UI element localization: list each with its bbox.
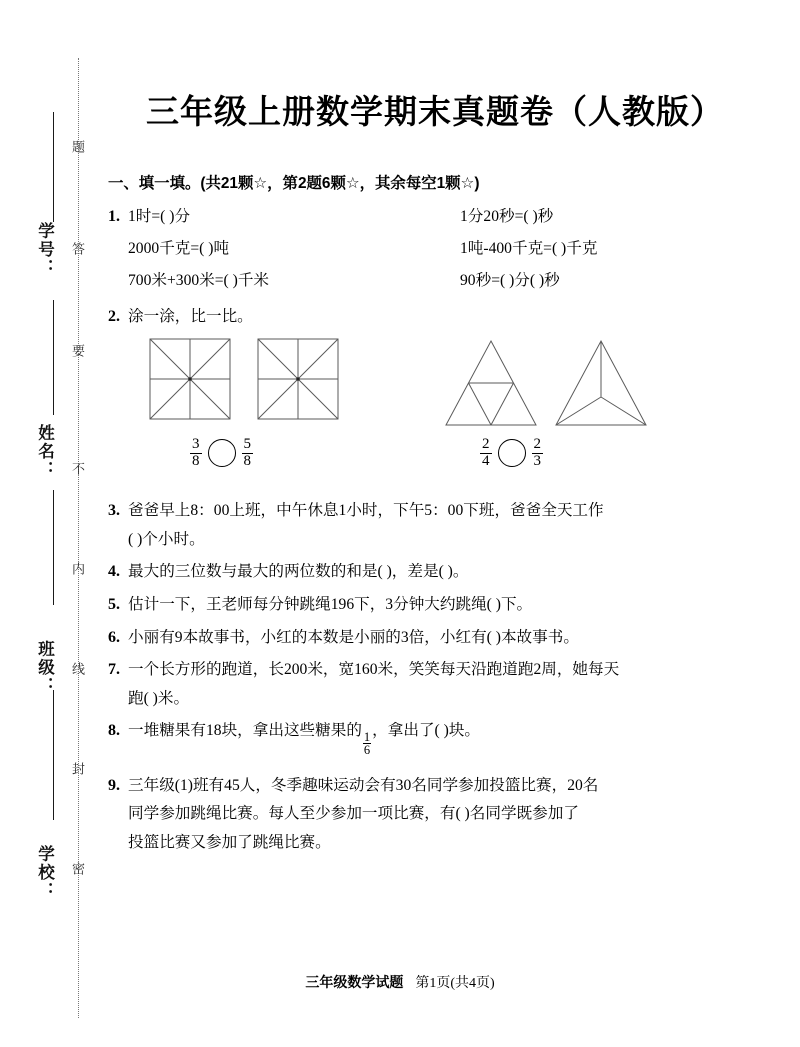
- comparison-2-left-fraction: [480, 437, 492, 470]
- question-8-text-before: 一堆糖果有18块，拿出这些糖果的: [128, 722, 362, 740]
- seal-char-4: 不: [70, 462, 85, 477]
- question-9-number: 9.: [108, 776, 120, 794]
- question-3-number: 3.: [108, 502, 120, 520]
- question-5-line-1: 估计一下，王老师每分钟跳绳196下，3分钟大约跳绳( )下。: [128, 595, 533, 613]
- question-8-line-1: [128, 723, 760, 756]
- question-1-row-1-left: 1时=( )分: [128, 208, 191, 226]
- comparison-1-left-denominator: 8: [192, 452, 200, 469]
- square-8-parts-a: [148, 337, 232, 421]
- question-8-number: 8.: [108, 722, 120, 740]
- margin-label-class: 班级：: [35, 640, 54, 696]
- question-2: [108, 309, 760, 484]
- comparison-1-answer-circle[interactable]: [208, 439, 236, 467]
- comparison-2-right-fraction: [532, 437, 544, 470]
- seal-char-5: 要: [70, 344, 85, 359]
- margin-rule-4: [53, 690, 54, 820]
- question-9-line-2: 同学参加跳绳比赛。每人至少参加一项比赛，有( )名同学既参加了: [128, 805, 579, 823]
- question-1-row-3-right: 90秒=( )分( )秒: [460, 271, 560, 289]
- question-1-row-1-right: 1分20秒=( )秒: [460, 208, 554, 226]
- question-8-fraction-numerator: 1: [363, 729, 371, 744]
- comparison-1: [190, 437, 253, 470]
- question-9-line-3: 投篮比赛又参加了跳绳比赛。: [128, 833, 331, 851]
- seal-char-1: 封: [70, 762, 85, 777]
- margin-rule-1: [53, 112, 54, 222]
- comparison-2-left-numerator: 2: [482, 436, 490, 453]
- seal-char-2: 线: [70, 662, 85, 677]
- margin-label-student-number: 学号：: [35, 222, 54, 278]
- footer-pagination: 第1页(共4页): [415, 976, 495, 991]
- section-heading: 一、填一填。(共21颗☆，第2题6颗☆，其余每空1颗☆): [108, 175, 480, 192]
- question-7-number: 7.: [108, 661, 120, 679]
- question-4-number: 4.: [108, 563, 120, 581]
- question-4-line-1: 最大的三位数与最大的两位数的和是( )，差是( )。: [128, 563, 469, 581]
- page-title: 三年级上册数学期末真题卷（人教版）: [146, 95, 724, 131]
- page-footer: [0, 972, 800, 992]
- question-2-number: 2.: [108, 307, 120, 325]
- question-1-row-2-left: 2000千克=( )吨: [128, 240, 230, 258]
- question-2-figure-area: [128, 337, 760, 483]
- question-3-line-2: ( )个小时。: [128, 530, 205, 548]
- margin-rule-3: [53, 490, 54, 605]
- footer-subject: 三年级数学试题: [305, 976, 404, 991]
- question-3-line-1: 爸爸早上8：00上班，中午休息1小时，下午5：00下班，爸爸全天工作: [128, 502, 604, 520]
- question-7: [108, 662, 760, 706]
- question-1-number: 1.: [108, 208, 120, 226]
- question-6-number: 6.: [108, 628, 120, 646]
- question-1-row-1: [128, 209, 760, 228]
- question-4: [108, 564, 760, 580]
- comparison-2: [480, 437, 543, 470]
- comparison-2-left-denominator: 4: [482, 452, 490, 469]
- question-8-fraction-denominator: 6: [363, 743, 371, 758]
- question-5: [108, 597, 760, 613]
- triangle-4-parts: [442, 337, 540, 429]
- triangle-3-parts: [552, 337, 650, 429]
- question-6: [108, 630, 760, 646]
- question-2-prompt: 涂一涂，比一比。: [128, 307, 253, 325]
- question-6-line-1: 小丽有9本故事书，小红的本数是小丽的3倍，小红有( )本故事书。: [128, 628, 579, 646]
- comparison-1-left-numerator: 3: [192, 436, 200, 453]
- question-8-text-after: ，拿出了( )块。: [372, 722, 481, 740]
- comparison-2-answer-circle[interactable]: [498, 439, 526, 467]
- comparison-1-right-numerator: 5: [243, 436, 251, 453]
- square-8-parts-b: [256, 337, 340, 421]
- question-7-line-1: 一个长方形的跑道，长200米，宽160米，笑笑每天沿跑道跑2周，她每天: [128, 661, 620, 679]
- comparison-1-right-denominator: 8: [243, 452, 251, 469]
- seal-char-7: 题: [70, 140, 85, 155]
- margin-rule-2: [53, 300, 54, 415]
- question-1-row-3: [128, 273, 760, 292]
- seal-char-0: 密: [70, 862, 85, 877]
- comparison-1-left-fraction: [190, 437, 202, 470]
- margin-label-student-name: 姓名：: [35, 424, 54, 480]
- exam-body: [108, 176, 760, 867]
- question-5-number: 5.: [108, 595, 120, 613]
- question-8-fraction: [363, 731, 371, 757]
- comparison-2-right-numerator: 2: [533, 436, 541, 453]
- seal-char-3: 内: [70, 562, 85, 577]
- comparison-1-right-fraction: [242, 437, 254, 470]
- question-8: [108, 723, 760, 756]
- question-9-line-1: 三年级(1)班有45人，冬季趣味运动会有30名同学参加投篮比赛，20名: [128, 776, 599, 794]
- seal-char-6: 答: [70, 242, 85, 257]
- question-9: [108, 778, 760, 851]
- question-1: [108, 209, 760, 291]
- question-1-row-2-right: 1吨-400千克=( )千克: [460, 240, 598, 258]
- question-3: [108, 503, 760, 547]
- margin-label-school: 学校：: [35, 845, 54, 901]
- question-1-row-3-left: 700米+300米=( )千米: [128, 271, 270, 289]
- question-7-line-2: 跑( )米。: [128, 689, 190, 707]
- question-1-row-2: [128, 241, 760, 260]
- comparison-2-right-denominator: 3: [533, 452, 541, 469]
